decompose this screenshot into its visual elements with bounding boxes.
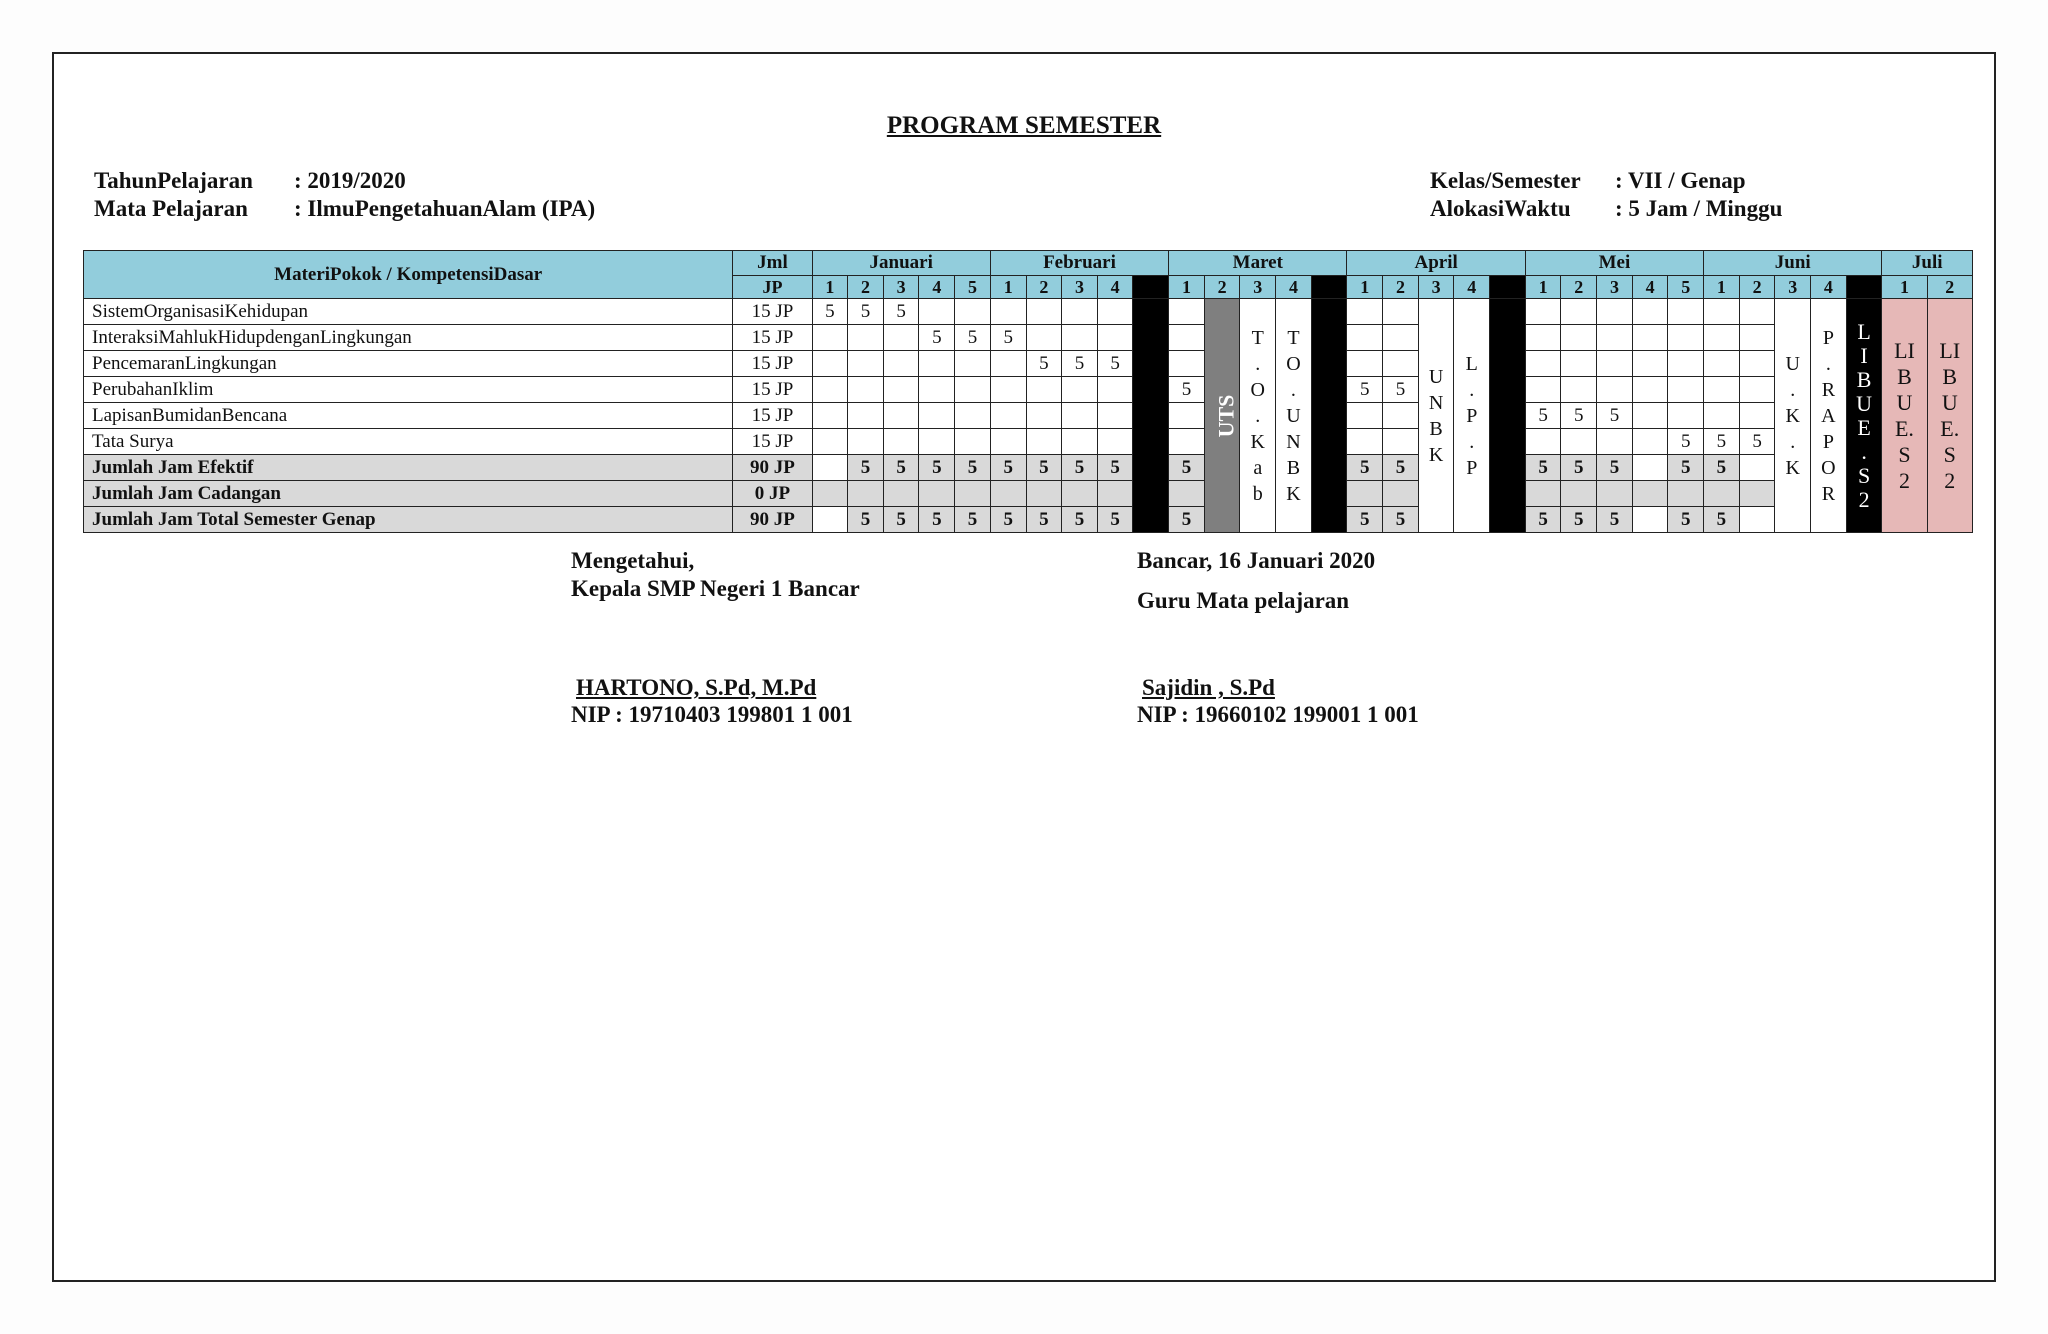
- week-cell: 5: [1561, 507, 1597, 533]
- kepala-signature: [576, 674, 816, 702]
- month-januari: Januari: [812, 251, 990, 276]
- table-row: [84, 403, 1973, 429]
- week-cell: 5: [1097, 455, 1133, 481]
- week-cell: 5: [955, 325, 991, 351]
- week-cell: [1097, 403, 1133, 429]
- tokab-cell: T . O . K a b: [1240, 299, 1276, 533]
- materi-name: PerubahanIklim: [84, 377, 733, 403]
- guru-signature: [1142, 674, 1275, 702]
- week-cell: 5: [1169, 377, 1205, 403]
- jp-value: 15 JP: [733, 403, 812, 429]
- week-cell: 5: [1561, 455, 1597, 481]
- week-cell: 5: [955, 507, 991, 533]
- week-cell: [1632, 481, 1668, 507]
- week-cell: 5: [1668, 429, 1704, 455]
- week-cell: [1632, 325, 1668, 351]
- week-cell: [848, 481, 884, 507]
- week-cell: 5: [1383, 377, 1419, 403]
- week-cell: [1739, 351, 1775, 377]
- week-cell: [883, 377, 919, 403]
- week-cell: 5: [1169, 455, 1205, 481]
- month-juni: Juni: [1704, 251, 1882, 276]
- week-apr-1: 1: [1347, 276, 1383, 299]
- week-cell: [1597, 351, 1633, 377]
- week-cell: [1704, 351, 1740, 377]
- apr-block: [1490, 299, 1526, 533]
- week-mar-4: 4: [1276, 276, 1312, 299]
- week-cell: [848, 403, 884, 429]
- week-cell: 5: [1347, 455, 1383, 481]
- week-cell: 5: [883, 507, 919, 533]
- jp-value: 0 JP: [733, 481, 812, 507]
- week-apr-4: 4: [1454, 276, 1490, 299]
- signature-right: [1137, 547, 1375, 615]
- week-cell: [1383, 403, 1419, 429]
- week-cell: 5: [1383, 507, 1419, 533]
- month-mei: Mei: [1525, 251, 1703, 276]
- week-cell: [990, 481, 1026, 507]
- week-cell: [1347, 351, 1383, 377]
- week-cell: [1169, 481, 1205, 507]
- summary-row: [84, 455, 1973, 481]
- week-cell: [812, 351, 848, 377]
- week-cell: [1632, 403, 1668, 429]
- month-juli: Juli: [1882, 251, 1973, 276]
- kepala-nip-block: [571, 701, 853, 729]
- week-cell: [955, 429, 991, 455]
- week-mei-5: 5: [1668, 276, 1704, 299]
- week-feb-block: [1133, 276, 1169, 299]
- week-cell: [1668, 325, 1704, 351]
- week-feb-3: 3: [1062, 276, 1098, 299]
- week-jan-4: 4: [919, 276, 955, 299]
- week-cell: [1704, 325, 1740, 351]
- table-row: [84, 429, 1973, 455]
- week-cell: [1026, 429, 1062, 455]
- week-cell: [848, 429, 884, 455]
- week-cell: [1525, 429, 1561, 455]
- week-cell: [1561, 325, 1597, 351]
- tahun-label: TahunPelajaran: [94, 168, 253, 193]
- week-feb-1: 1: [990, 276, 1026, 299]
- week-jun-1: 1: [1704, 276, 1740, 299]
- week-cell: [1062, 325, 1098, 351]
- materi-name: Tata Surya: [84, 429, 733, 455]
- week-cell: [1597, 325, 1633, 351]
- week-cell: 5: [1062, 507, 1098, 533]
- kelas-value: : VII / Genap: [1615, 168, 1746, 193]
- week-cell: [1062, 299, 1098, 325]
- guru-name: Sajidin , S.Pd: [1142, 675, 1275, 700]
- materi-name: InteraksiMahlukHidupdenganLingkungan: [84, 325, 733, 351]
- week-mar-1: 1: [1169, 276, 1205, 299]
- week-cell: [1383, 325, 1419, 351]
- week-cell: [1383, 481, 1419, 507]
- week-mei-4: 4: [1632, 276, 1668, 299]
- alokasi-value: : 5 Jam / Minggu: [1615, 196, 1783, 221]
- week-cell: [1597, 377, 1633, 403]
- week-apr-2: 2: [1383, 276, 1419, 299]
- guru-nip-block: [1137, 701, 1419, 729]
- header-materi: MateriPokok / KompetensiDasar: [84, 251, 733, 299]
- week-cell: [812, 403, 848, 429]
- week-cell: 5: [1597, 507, 1633, 533]
- libur-jul-1-cell: LI B U E. S 2: [1882, 299, 1927, 533]
- week-cell: [990, 299, 1026, 325]
- mapel-label: Mata Pelajaran: [94, 196, 248, 221]
- week-cell: [990, 351, 1026, 377]
- week-cell: [990, 429, 1026, 455]
- week-cell: 5: [1026, 507, 1062, 533]
- week-jun-4: 4: [1811, 276, 1847, 299]
- week-cell: 5: [1704, 455, 1740, 481]
- header-jml: Jml: [733, 251, 812, 276]
- week-cell: [1026, 403, 1062, 429]
- week-cell: [848, 325, 884, 351]
- month-april: April: [1347, 251, 1525, 276]
- info-right: [1430, 167, 1782, 223]
- week-cell: [1739, 455, 1775, 481]
- week-cell: 5: [1597, 403, 1633, 429]
- week-cell: [812, 507, 848, 533]
- week-cell: [848, 377, 884, 403]
- summary-row: [84, 481, 1973, 507]
- week-cell: [990, 377, 1026, 403]
- week-cell: [1169, 325, 1205, 351]
- week-cell: 5: [990, 325, 1026, 351]
- table-row: [84, 299, 1973, 325]
- lpp-cell: L . P . P: [1454, 299, 1490, 533]
- week-cell: [919, 429, 955, 455]
- week-cell: [1097, 325, 1133, 351]
- table-row: [84, 325, 1973, 351]
- week-jul-2: 2: [1927, 276, 1972, 299]
- week-cell: [848, 351, 884, 377]
- summary-row: [84, 507, 1973, 533]
- week-jan-2: 2: [848, 276, 884, 299]
- week-cell: [1597, 299, 1633, 325]
- kepala-name: HARTONO, S.Pd, M.Pd: [576, 675, 817, 700]
- week-cell: 5: [1561, 403, 1597, 429]
- week-cell: 5: [1704, 429, 1740, 455]
- week-cell: 5: [1347, 507, 1383, 533]
- week-cell: 5: [883, 299, 919, 325]
- week-cell: 5: [1097, 507, 1133, 533]
- week-cell: [1383, 429, 1419, 455]
- week-cell: [1169, 351, 1205, 377]
- week-cell: 5: [1597, 455, 1633, 481]
- week-cell: [1704, 481, 1740, 507]
- week-feb-2: 2: [1026, 276, 1062, 299]
- week-cell: [1668, 481, 1704, 507]
- week-cell: 5: [1668, 507, 1704, 533]
- week-cell: 5: [1347, 377, 1383, 403]
- week-cell: [1347, 299, 1383, 325]
- week-cell: [812, 325, 848, 351]
- week-cell: 5: [1525, 507, 1561, 533]
- week-cell: [1026, 481, 1062, 507]
- libur-black-cell: L I B U E . S 2: [1846, 299, 1882, 533]
- week-cell: 5: [955, 455, 991, 481]
- week-cell: [1632, 377, 1668, 403]
- alokasi-label: AlokasiWaktu: [1430, 196, 1571, 221]
- libur-jul-2-cell: LI B U E. S 2: [1927, 299, 1972, 533]
- week-cell: 5: [883, 455, 919, 481]
- week-cell: 5: [1062, 351, 1098, 377]
- mengetahui-text: Mengetahui,: [571, 548, 695, 573]
- week-cell: [1739, 377, 1775, 403]
- week-jan-5: 5: [955, 276, 991, 299]
- unbk-cell: U N B K: [1418, 299, 1454, 533]
- week-cell: [1383, 351, 1419, 377]
- week-cell: [1169, 429, 1205, 455]
- header-jp: JP: [733, 276, 812, 299]
- week-cell: 5: [1062, 455, 1098, 481]
- jp-value: 90 JP: [733, 507, 812, 533]
- materi-name: Jumlah Jam Cadangan: [84, 481, 733, 507]
- tempat-tanggal: Bancar, 16 Januari 2020: [1137, 548, 1376, 573]
- mapel-value: : IlmuPengetahuanAlam (IPA): [294, 196, 596, 221]
- week-cell: 5: [1097, 351, 1133, 377]
- uts-cell: UTS: [1204, 299, 1240, 533]
- week-cell: [1632, 507, 1668, 533]
- week-mar-2: 2: [1204, 276, 1240, 299]
- week-cell: 5: [1739, 429, 1775, 455]
- week-cell: [1739, 481, 1775, 507]
- jp-value: 15 JP: [733, 429, 812, 455]
- week-cell: [919, 351, 955, 377]
- week-cell: 5: [848, 299, 884, 325]
- jp-value: 15 JP: [733, 299, 812, 325]
- week-feb-4: 4: [1097, 276, 1133, 299]
- week-cell: [1561, 377, 1597, 403]
- week-cell: [1525, 351, 1561, 377]
- week-cell: [1704, 403, 1740, 429]
- week-cell: [812, 481, 848, 507]
- week-cell: 5: [1668, 455, 1704, 481]
- week-cell: 5: [812, 299, 848, 325]
- week-cell: [1525, 377, 1561, 403]
- table-row: [84, 351, 1973, 377]
- jp-value: 15 JP: [733, 351, 812, 377]
- info-left: [94, 167, 595, 223]
- week-jan-3: 3: [883, 276, 919, 299]
- week-cell: [1632, 299, 1668, 325]
- guru-title: Guru Mata pelajaran: [1137, 588, 1350, 613]
- week-cell: [1097, 429, 1133, 455]
- week-cell: [1739, 507, 1775, 533]
- week-cell: 5: [1383, 455, 1419, 481]
- week-cell: [1169, 299, 1205, 325]
- program-semester-table: [83, 250, 1973, 533]
- week-cell: [955, 403, 991, 429]
- week-cell: [1704, 377, 1740, 403]
- week-cell: [1668, 351, 1704, 377]
- week-cell: [1704, 299, 1740, 325]
- week-apr-3: 3: [1418, 276, 1454, 299]
- week-cell: [1347, 481, 1383, 507]
- jp-value: 15 JP: [733, 325, 812, 351]
- week-cell: 5: [1704, 507, 1740, 533]
- tounbk-cell: T O . U N B K: [1276, 299, 1312, 533]
- week-cell: [1668, 299, 1704, 325]
- week-cell: [812, 377, 848, 403]
- mar-block: [1311, 299, 1347, 533]
- week-cell: 5: [1169, 507, 1205, 533]
- week-mar-block: [1311, 276, 1347, 299]
- week-mei-3: 3: [1597, 276, 1633, 299]
- month-maret: Maret: [1169, 251, 1347, 276]
- week-cell: 5: [990, 455, 1026, 481]
- signature-left: [571, 547, 860, 603]
- week-cell: [919, 377, 955, 403]
- week-mar-3: 3: [1240, 276, 1276, 299]
- week-apr-block: [1490, 276, 1526, 299]
- week-jan-1: 1: [812, 276, 848, 299]
- week-cell: 5: [990, 507, 1026, 533]
- week-jun-3: 3: [1775, 276, 1811, 299]
- week-cell: [883, 325, 919, 351]
- week-cell: [812, 455, 848, 481]
- week-mei-1: 1: [1525, 276, 1561, 299]
- week-jun-2: 2: [1739, 276, 1775, 299]
- week-cell: [1347, 403, 1383, 429]
- week-cell: [1597, 429, 1633, 455]
- week-mei-2: 2: [1561, 276, 1597, 299]
- week-cell: [1632, 455, 1668, 481]
- week-cell: [919, 481, 955, 507]
- week-cell: 5: [848, 455, 884, 481]
- week-cell: [1739, 403, 1775, 429]
- ukk-cell: U . K . K: [1775, 299, 1811, 533]
- week-cell: [812, 429, 848, 455]
- week-cell: [1561, 429, 1597, 455]
- week-cell: [1561, 351, 1597, 377]
- materi-name: LapisanBumidanBencana: [84, 403, 733, 429]
- week-cell: [1347, 325, 1383, 351]
- materi-name: PencemaranLingkungan: [84, 351, 733, 377]
- kepala-nip: NIP : 19710403 199801 1 001: [571, 702, 853, 727]
- week-cell: [919, 403, 955, 429]
- week-cell: [990, 403, 1026, 429]
- week-cell: 5: [1026, 351, 1062, 377]
- week-cell: [1632, 351, 1668, 377]
- week-cell: [1062, 429, 1098, 455]
- week-cell: 5: [1525, 455, 1561, 481]
- week-cell: [955, 481, 991, 507]
- week-cell: [1668, 403, 1704, 429]
- week-cell: [1026, 325, 1062, 351]
- week-cell: [1561, 299, 1597, 325]
- week-cell: [1668, 377, 1704, 403]
- week-cell: [883, 403, 919, 429]
- materi-name: Jumlah Jam Efektif: [84, 455, 733, 481]
- page-title: PROGRAM SEMESTER: [886, 112, 1162, 139]
- week-cell: 5: [919, 455, 955, 481]
- week-cell: [1347, 429, 1383, 455]
- week-cell: [955, 299, 991, 325]
- week-cell: 5: [919, 507, 955, 533]
- week-cell: 5: [1525, 403, 1561, 429]
- week-cell: [955, 377, 991, 403]
- table-row: [84, 377, 1973, 403]
- week-cell: [1062, 481, 1098, 507]
- week-cell: [1026, 377, 1062, 403]
- week-cell: [883, 351, 919, 377]
- week-cell: [1632, 429, 1668, 455]
- guru-nip: NIP : 19660102 199001 1 001: [1137, 702, 1419, 727]
- week-cell: [883, 481, 919, 507]
- jp-value: 90 JP: [733, 455, 812, 481]
- week-cell: [1062, 377, 1098, 403]
- week-cell: [1525, 481, 1561, 507]
- week-cell: [919, 299, 955, 325]
- week-cell: [1062, 403, 1098, 429]
- week-cell: [883, 429, 919, 455]
- materi-name: Jumlah Jam Total Semester Genap: [84, 507, 733, 533]
- kelas-label: Kelas/Semester: [1430, 168, 1581, 193]
- prapor-cell: P . R A P O R: [1811, 299, 1847, 533]
- month-februari: Februari: [990, 251, 1168, 276]
- week-cell: 5: [919, 325, 955, 351]
- week-cell: 5: [848, 507, 884, 533]
- week-cell: [1097, 299, 1133, 325]
- week-cell: [1525, 325, 1561, 351]
- week-cell: [1561, 481, 1597, 507]
- week-cell: [1597, 481, 1633, 507]
- materi-name: SistemOrganisasiKehidupan: [84, 299, 733, 325]
- tahun-value: : 2019/2020: [294, 168, 406, 193]
- week-cell: [1739, 299, 1775, 325]
- kepala-title: Kepala SMP Negeri 1 Bancar: [571, 576, 860, 601]
- week-jul-1: 1: [1882, 276, 1927, 299]
- jp-value: 15 JP: [733, 377, 812, 403]
- week-cell: [1026, 299, 1062, 325]
- week-cell: [1097, 377, 1133, 403]
- week-cell: [1097, 481, 1133, 507]
- week-cell: [955, 351, 991, 377]
- week-cell: [1739, 325, 1775, 351]
- week-cell: [1383, 299, 1419, 325]
- week-jun-block: [1846, 276, 1882, 299]
- week-cell: 5: [1026, 455, 1062, 481]
- week-cell: [1525, 299, 1561, 325]
- document-frame: [52, 52, 1996, 1282]
- week-cell: [1169, 403, 1205, 429]
- feb-block: [1133, 299, 1169, 533]
